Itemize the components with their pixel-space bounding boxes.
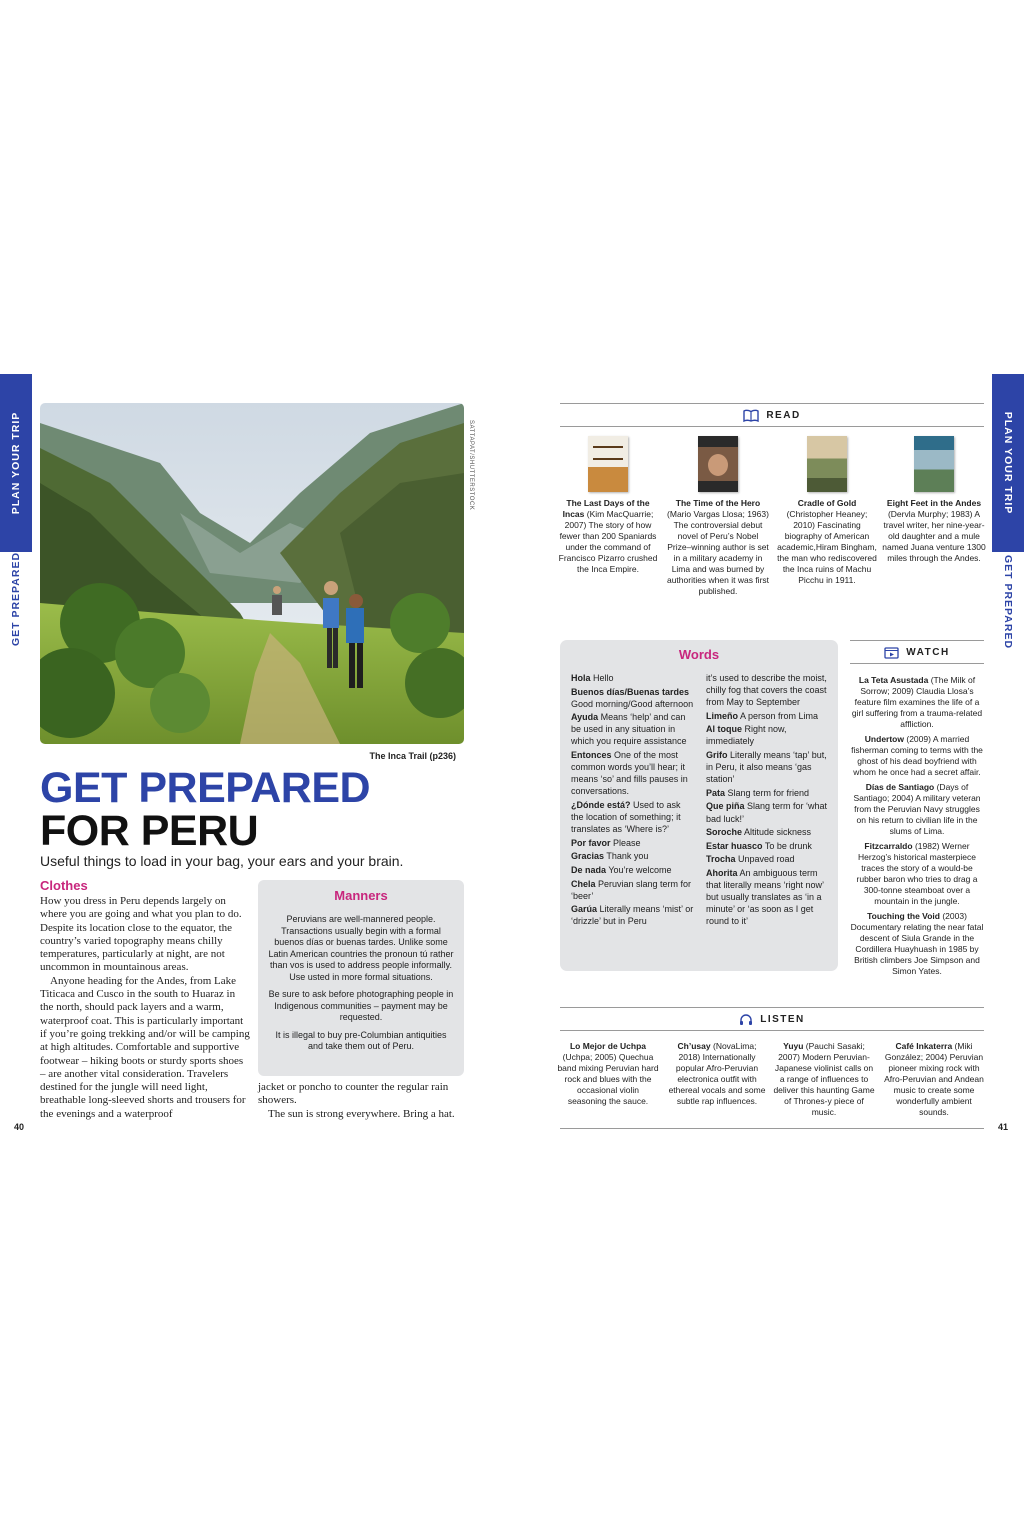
word-entry — [706, 800, 830, 824]
book-title: Cradle of Gold — [797, 498, 857, 508]
album-description: (Pauchi Sasaki; 2007) Modern Peruvian-Japanese violinist calls on a range of influences to deliver this haunting Game of Thrones-y piece of music. — [773, 1041, 875, 1117]
word-definition: Literally means ‘tap’ but, in Peru, it also means ‘gas station’ — [706, 750, 827, 785]
word-entry — [706, 710, 830, 722]
watch-list — [850, 675, 984, 981]
album-title: Lo Mejor de Uchpa — [569, 1041, 647, 1051]
right-tab-secondary-label: GET PREPARED — [1002, 554, 1014, 650]
film-entry — [850, 675, 984, 730]
book-item — [775, 436, 879, 586]
word-definition: A person from Lima — [738, 710, 819, 721]
word-definition: An ambiguous term that literally means ‘right now’ but usually translates as ‘in a minute’ or ‘as soon as I get round to it’ — [706, 867, 824, 927]
word-term: Ayuda — [571, 712, 599, 723]
word-entry — [706, 672, 830, 708]
left-side-tab — [0, 374, 32, 646]
word-term: Limeño — [706, 710, 739, 721]
album-description: (Uchpa; 2005) Quechua band mixing Peruvian hard rock and blues with the occasional violin seasoning the sauce. — [557, 1052, 659, 1106]
word-entry — [706, 749, 830, 785]
manners-paragraph-2: Be sure to ask before photographing people in Indigenous communities – payment may be requested. — [268, 989, 454, 1022]
film-entry — [850, 841, 984, 907]
word-definition: Right now, immediately — [706, 724, 787, 747]
word-term: ¿Dónde está? — [571, 799, 631, 810]
right-tab-primary-label: PLAN YOUR TRIP — [1002, 411, 1014, 515]
listen-bottom-rule — [560, 1128, 984, 1129]
word-definition: it’s used to describe the moist, chilly fog that covers the coast from May to September — [706, 673, 827, 708]
word-definition: Altitude sickness — [742, 827, 812, 838]
read-section-header — [560, 403, 984, 427]
book-item — [882, 436, 986, 564]
watch-section-header — [850, 640, 984, 664]
word-term: Que piña — [706, 801, 745, 812]
word-term: Estar huasco — [706, 840, 763, 851]
film-description: (The Milk of Sorrow; 2009) Claudia Llosa’s feature film examines the life of a girl suffering from a trauma-related affliction. — [851, 675, 983, 729]
word-definition: Used to ask the location of something; it translates as ‘Where is?’ — [571, 799, 681, 835]
word-definition: To be drunk — [762, 840, 812, 851]
book-cover-image — [914, 436, 954, 492]
word-term: Garúa — [571, 904, 598, 915]
manners-heading: Manners — [334, 888, 388, 903]
word-definition: Good morning/Good afternoon — [571, 698, 694, 709]
page-title-line2: FOR PERU — [40, 807, 259, 855]
film-title: Touching the Void — [867, 911, 940, 921]
listen-item — [666, 1041, 768, 1107]
word-definition: Peruvian slang term for ‘beer’ — [571, 878, 692, 901]
manners-paragraph-1: Peruvians are well-mannered people. Transactions usually begin with a formal buenos días or buenas tardes. Unlike some Latin American countries the pronoun tú rather than vos is used to address people informally. Use usted in more formal situations. — [268, 914, 454, 982]
word-definition: Slang term for friend — [725, 787, 810, 798]
album-description: (Miki González; 2004) Peruvian pioneer mixing rock with Afro-Peruvian and Andean music to create some wonderfully ambient sounds. — [884, 1041, 984, 1117]
book-item — [666, 436, 770, 597]
book-cover-image — [588, 436, 628, 492]
film-description: (2009) A married fisherman coming to terms with the ghost of his dead boyfriend with whom he once had a secret affair. — [851, 734, 983, 777]
listen-heading: LISTEN — [760, 1013, 805, 1025]
word-entry — [571, 903, 695, 927]
word-term: Chela — [571, 878, 596, 889]
word-term: De nada — [571, 864, 607, 875]
word-definition: Please — [610, 837, 641, 848]
word-definition: One of the most common words you’ll hear; it means ‘so’ and fills pauses in conversations. — [571, 750, 688, 797]
inca-trail-photo — [40, 403, 464, 744]
film-description: (2003) Documentary relating the near fatal descent of Siula Grande in the Cordillera Huayhuash in 1985 by British climbers Joe Simpson and Simon Yates. — [850, 911, 984, 976]
film-entry — [850, 911, 984, 977]
word-entry — [571, 686, 695, 710]
book-description: (Christopher Heaney; 2010) Fascinating biography of American academic,Hiram Bingham, the man who rediscovered the Inca ruins of Machu Picchu in 1911. — [777, 509, 877, 585]
words-box — [560, 640, 838, 971]
headphones-icon — [739, 1013, 753, 1026]
page-subtitle: Useful things to load in your bag, your ears and your brain. — [40, 853, 404, 869]
manners-box — [258, 880, 464, 1076]
word-term: Al toque — [706, 724, 742, 735]
word-definition: You’re welcome — [606, 864, 672, 875]
words-column-2 — [706, 672, 830, 929]
film-entry — [850, 734, 984, 778]
film-entry — [850, 782, 984, 837]
clothes-column-2 — [258, 1081, 464, 1121]
film-description: (Days of Santiago; 2004) A military veteran from the Peruvian Navy struggles on his return to civilian life in the slums of Lima. — [853, 782, 981, 836]
left-tab-primary-label: PLAN YOUR TRIP — [10, 411, 22, 515]
word-term: Entonces — [571, 750, 612, 761]
film-title: La Teta Asustada — [858, 675, 929, 685]
words-heading: Words — [678, 647, 720, 662]
word-entry — [571, 850, 695, 862]
words-column-1 — [571, 672, 695, 929]
word-entry — [571, 711, 695, 747]
word-term: Trocha — [706, 854, 736, 865]
word-entry — [571, 864, 695, 876]
clothes-paragraph-2: Anyone heading for the Andes, from Lake Titicaca and Cusco in the south to Huaraz in the north, should pack layers and a warm, waterproof coat. This is particularly important if you’re going trekking and/or will be camping at high altitudes. Comfortable and supportive footwear – hiking boots or sturdy sports shoes – are another vital consideration. Travelers destined for the jungle will need light, breathable long-sleeved shorts and trousers for the evenings and a waterproof — [40, 974, 250, 1120]
photo-credit: SATTAPAT/SHUTTERSTOCK — [468, 420, 474, 511]
left-tab-secondary-label: GET PREPARED — [10, 551, 22, 647]
page-title-line1: GET PREPARED — [40, 764, 371, 812]
book-cover-image — [807, 436, 847, 492]
word-term: Por favor — [571, 837, 611, 848]
book-description: (Mario Vargas Llosa; 1963) The controversial debut novel of Peru’s Nobel Prize–winning author is set in a military academy in Lima and was burned by authorities when it was first published. — [666, 509, 770, 596]
word-definition: Means ‘help’ and can be used in any situation in which you require assistance — [571, 712, 687, 747]
film-title: Fitzcarraldo — [864, 841, 913, 851]
word-term: Grifo — [706, 750, 728, 761]
word-term: Buenos días/Buenas tardes — [571, 686, 690, 697]
word-entry — [571, 799, 695, 835]
album-title: Yuyu — [783, 1041, 804, 1051]
book-description: (Dervla Murphy; 1983) A travel writer, her nine-year-old daughter and a mule named Juana venture 1300 miles through the Andes. — [882, 509, 986, 563]
word-definition: Literally means ‘mist’ or ‘drizzle’ but in Peru — [571, 904, 694, 927]
book-title: Eight Feet in the Andes — [886, 498, 982, 508]
word-entry — [706, 840, 830, 852]
film-title: Días de Santiago — [865, 782, 935, 792]
book-item — [556, 436, 660, 575]
word-term: Gracias — [571, 851, 605, 862]
word-term: Hola — [571, 673, 591, 683]
listen-section-header — [560, 1007, 984, 1031]
word-entry — [571, 837, 695, 849]
word-entry — [706, 867, 830, 927]
word-definition: Thank you — [604, 851, 649, 862]
album-title: Ch’usay — [677, 1041, 711, 1051]
book-description: (Kim MacQuarrie; 2007) The story of how fewer than 200 Spaniards under the command of Francisco Pizarro crushed the Inca Empire. — [558, 509, 658, 574]
word-entry — [706, 723, 830, 747]
word-entry — [706, 787, 830, 799]
manners-paragraph-3: It is illegal to buy pre-Columbian antiquities and take them out of Peru. — [275, 1029, 447, 1051]
read-heading: READ — [766, 409, 801, 421]
listen-item — [773, 1041, 875, 1118]
clothes-heading: Clothes — [40, 878, 88, 893]
word-term: Pata — [706, 787, 726, 798]
word-entry — [706, 853, 830, 865]
listen-item — [557, 1041, 659, 1107]
word-definition: Slang term for ‘what bad luck!’ — [706, 801, 828, 824]
book-icon — [743, 409, 759, 422]
book-cover-image — [698, 436, 738, 492]
page-number-left: 40 — [14, 1122, 25, 1132]
film-title: Undertow — [864, 734, 904, 744]
clothes-column-1 — [40, 895, 250, 1121]
album-description: (NovaLima; 2018) Internationally popular Afro-Peruvian electronica outfit with ethereal vocals and some subtle rap influences. — [668, 1041, 766, 1106]
listen-item — [883, 1041, 985, 1118]
clothes-paragraph-1: How you dress in Peru depends largely on where you are going and what you plan to do. Despite its location close to the equator, the country’s varied topography means chilly temperatures, particularly at night, are not uncommon in mountainous areas. — [40, 895, 242, 974]
video-screen-icon — [884, 646, 899, 659]
word-entry — [571, 672, 695, 684]
photo-caption: The Inca Trail (p236) — [369, 751, 456, 761]
watch-heading: WATCH — [906, 646, 950, 658]
album-title: Café Inkaterra — [895, 1041, 953, 1051]
word-entry — [706, 826, 830, 838]
word-entry — [571, 749, 695, 797]
word-definition: Unpaved road — [735, 854, 795, 865]
word-entry — [571, 878, 695, 902]
page-number-right: 41 — [998, 1122, 1009, 1132]
word-term: Ahorita — [706, 867, 738, 878]
clothes-paragraph-3: jacket or poncho to counter the regular rain showers. — [258, 1081, 449, 1107]
word-term: Soroche — [706, 827, 743, 838]
book-title: The Last Days of the Incas — [562, 498, 650, 519]
clothes-paragraph-4: The sun is strong everywhere. Bring a hat. — [268, 1107, 455, 1120]
word-definition: Hello — [590, 673, 614, 683]
right-side-tab — [992, 374, 1024, 650]
book-title: The Time of the Hero — [675, 498, 761, 508]
film-description: (1982) Werner Herzog’s historical masterpiece traces the story of a would-be rubber baron who tries to drag a 300-tonne steamboat over a mountain in the jungle. — [856, 841, 978, 906]
